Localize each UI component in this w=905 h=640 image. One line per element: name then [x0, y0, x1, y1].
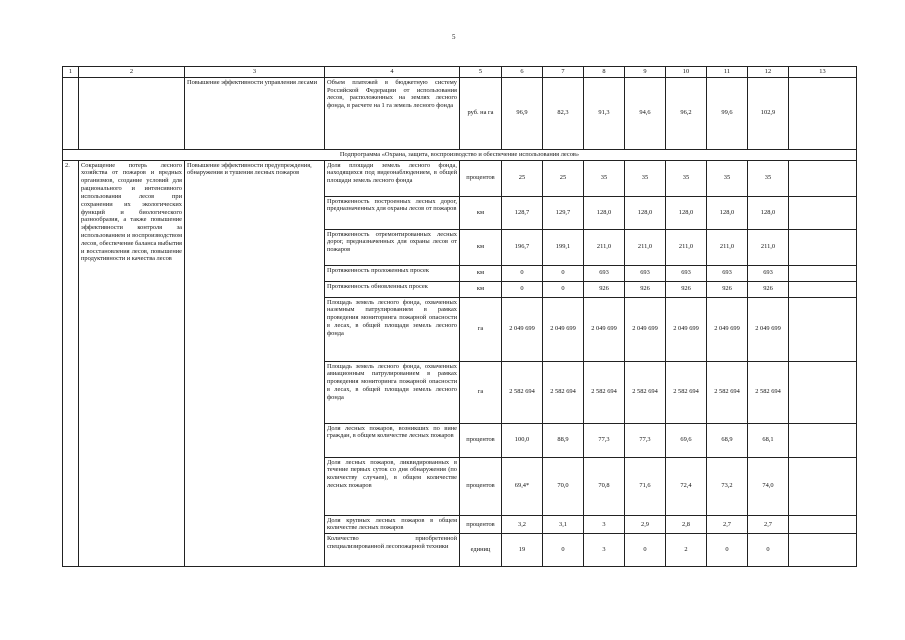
value-cell: 211,0	[584, 229, 625, 265]
value-cell: 196,7	[502, 229, 543, 265]
value-cell: 2 582 694	[707, 361, 748, 423]
value-cell: 0	[502, 265, 543, 281]
value-cell: 2,8	[666, 515, 707, 534]
empty-cell	[63, 77, 79, 149]
value-cell: 2 049 699	[625, 297, 666, 361]
header-cell: 7	[543, 67, 584, 78]
empty-cell	[789, 229, 857, 265]
value-cell: 2 582 694	[625, 361, 666, 423]
row-number: 2.	[63, 160, 79, 567]
empty-cell	[789, 457, 857, 515]
unit-cell: процентов	[460, 160, 502, 196]
value-cell: 0	[543, 281, 584, 297]
goal-cell: Сокращение потерь лесного хозяйства от пожаров и вредных организмов, создание условий для рационального и интенсивного использования лесов при сохранении их экологических функций и биологического разнообразия, а также повышение эффективности контроля за использованием и воспроизводством лесов, обеспечение баланса выбытия и восстановления лесов, повышение продуктивности и качества лесов	[79, 160, 185, 567]
indicator-name: Доля лесных пожаров, ликвидированных в течение первых суток со дня обнаружения (по количеству случаев), в общем количестве лесных пожаров	[325, 457, 460, 515]
subprogram-row	[63, 149, 857, 160]
subprogram-title: Подпрограмма «Охрана, защита, воспроизводство и обеспечение использования лесов»	[63, 149, 857, 160]
value-cell: 70,0	[543, 457, 584, 515]
empty-cell	[789, 160, 857, 196]
value-cell: 71,6	[625, 457, 666, 515]
unit-cell: руб. на га	[460, 77, 502, 149]
value-cell: 211,0	[748, 229, 789, 265]
value-cell: 96,2	[666, 77, 707, 149]
indicator-name: Площадь земель лесного фонда, охваченных наземным патрулированием в рамках проведения мониторинга пожарной опасности в лесах, в общей площади земель лесного фонда	[325, 297, 460, 361]
value-cell: 88,9	[543, 423, 584, 457]
value-cell: 693	[748, 265, 789, 281]
indicator-name: Доля лесных пожаров, возникших по вине граждан, в общем количестве лесных пожаров	[325, 423, 460, 457]
value-cell: 25	[502, 160, 543, 196]
value-cell: 68,9	[707, 423, 748, 457]
value-cell: 77,3	[584, 423, 625, 457]
unit-cell: км	[460, 281, 502, 297]
value-cell: 35	[584, 160, 625, 196]
empty-cell	[789, 281, 857, 297]
value-cell: 0	[748, 534, 789, 567]
header-cell: 4	[325, 67, 460, 78]
value-cell: 94,6	[625, 77, 666, 149]
indicator-row	[63, 160, 857, 196]
value-cell: 2 582 694	[748, 361, 789, 423]
value-cell: 926	[748, 281, 789, 297]
header-cell: 12	[748, 67, 789, 78]
value-cell: 35	[625, 160, 666, 196]
value-cell: 2 049 699	[707, 297, 748, 361]
value-cell: 2 049 699	[584, 297, 625, 361]
page-number: 5	[452, 33, 456, 41]
value-cell: 96,9	[502, 77, 543, 149]
value-cell: 2 582 694	[584, 361, 625, 423]
value-cell: 91,3	[584, 77, 625, 149]
value-cell: 2 049 699	[748, 297, 789, 361]
value-cell: 19	[502, 534, 543, 567]
value-cell: 69,6	[666, 423, 707, 457]
value-cell: 3	[584, 534, 625, 567]
indicator-name: Протяженность отремонтированных лесных дорог, предназначенных для охраны лесов от пожаров	[325, 229, 460, 265]
empty-cell	[789, 297, 857, 361]
header-cell: 1	[63, 67, 79, 78]
empty-cell	[789, 196, 857, 229]
value-cell: 25	[543, 160, 584, 196]
header-cell: 3	[185, 67, 325, 78]
header-row	[63, 67, 857, 78]
first-indicator-row	[63, 77, 857, 149]
value-cell: 128,0	[625, 196, 666, 229]
indicator-name: Объем платежей в бюджетную систему Российской Федерации от использования лесов, расположенных на землях лесного фонда, в расчете на 1 га земель лесного фонда	[325, 77, 460, 149]
value-cell: 211,0	[707, 229, 748, 265]
indicator-name: Доля площади земель лесного фонда, находящихся под видеонаблюдением, в общей площади земель лесного фонда	[325, 160, 460, 196]
value-cell: 3,2	[502, 515, 543, 534]
value-cell: 100,0	[502, 423, 543, 457]
value-cell: 2 582 694	[543, 361, 584, 423]
empty-cell	[789, 77, 857, 149]
value-cell: 128,0	[584, 196, 625, 229]
value-cell: 2,7	[707, 515, 748, 534]
unit-cell: га	[460, 361, 502, 423]
empty-cell	[789, 534, 857, 567]
value-cell: 2,7	[748, 515, 789, 534]
header-cell: 11	[707, 67, 748, 78]
unit-cell: процентов	[460, 423, 502, 457]
indicator-name: Количество приобретенной специализированной лесопожарной техники	[325, 534, 460, 567]
indicators-table	[62, 66, 857, 567]
task-cell: Повышение эффективности управления лесами	[185, 77, 325, 149]
value-cell: 926	[707, 281, 748, 297]
value-cell: 3	[584, 515, 625, 534]
indicator-name: Протяженность проложенных просек	[325, 265, 460, 281]
value-cell: 77,3	[625, 423, 666, 457]
header-cell: 2	[79, 67, 185, 78]
header-cell: 13	[789, 67, 857, 78]
value-cell: 2 049 699	[666, 297, 707, 361]
unit-cell: км	[460, 229, 502, 265]
value-cell: 2 582 694	[502, 361, 543, 423]
empty-cell	[789, 361, 857, 423]
value-cell: 102,9	[748, 77, 789, 149]
indicator-name: Протяженность построенных лесных дорог, предназначенных для охраны лесов от пожаров	[325, 196, 460, 229]
header-cell: 5	[460, 67, 502, 78]
value-cell: 35	[707, 160, 748, 196]
value-cell: 2	[666, 534, 707, 567]
value-cell: 0	[707, 534, 748, 567]
value-cell: 0	[502, 281, 543, 297]
value-cell: 99,6	[707, 77, 748, 149]
value-cell: 129,7	[543, 196, 584, 229]
unit-cell: единиц	[460, 534, 502, 567]
header-cell: 6	[502, 67, 543, 78]
value-cell: 926	[584, 281, 625, 297]
value-cell: 199,1	[543, 229, 584, 265]
value-cell: 82,3	[543, 77, 584, 149]
value-cell: 73,2	[707, 457, 748, 515]
value-cell: 2 049 699	[502, 297, 543, 361]
value-cell: 0	[543, 534, 584, 567]
empty-cell	[79, 77, 185, 149]
value-cell: 128,0	[666, 196, 707, 229]
value-cell: 128,0	[707, 196, 748, 229]
header-cell: 10	[666, 67, 707, 78]
task-cell: Повышение эффективности предупреждения, обнаружения и тушения лесных пожаров	[185, 160, 325, 567]
empty-cell	[789, 423, 857, 457]
value-cell: 74,0	[748, 457, 789, 515]
value-cell: 693	[666, 265, 707, 281]
unit-cell: км	[460, 265, 502, 281]
value-cell: 72,4	[666, 457, 707, 515]
value-cell: 926	[666, 281, 707, 297]
unit-cell: процентов	[460, 515, 502, 534]
value-cell: 211,0	[666, 229, 707, 265]
value-cell: 693	[625, 265, 666, 281]
value-cell: 35	[748, 160, 789, 196]
header-cell: 9	[625, 67, 666, 78]
value-cell: 693	[584, 265, 625, 281]
unit-cell: га	[460, 297, 502, 361]
empty-cell	[789, 515, 857, 534]
header-cell: 8	[584, 67, 625, 78]
value-cell: 0	[543, 265, 584, 281]
value-cell: 35	[666, 160, 707, 196]
indicator-name: Протяженность обновленных просек	[325, 281, 460, 297]
value-cell: 128,0	[748, 196, 789, 229]
value-cell: 693	[707, 265, 748, 281]
value-cell: 68,1	[748, 423, 789, 457]
empty-cell	[789, 265, 857, 281]
value-cell: 2,9	[625, 515, 666, 534]
unit-cell: км	[460, 196, 502, 229]
value-cell: 2 049 699	[543, 297, 584, 361]
value-cell: 0	[625, 534, 666, 567]
indicator-name: Площадь земель лесного фонда, охваченных авиационным патрулированием в рамках проведения мониторинга пожарной опасности в лесах, в общей площади земель лесного фонда	[325, 361, 460, 423]
value-cell: 3,1	[543, 515, 584, 534]
value-cell: 211,0	[625, 229, 666, 265]
unit-cell: процентов	[460, 457, 502, 515]
value-cell: 70,8	[584, 457, 625, 515]
value-cell: 2 582 694	[666, 361, 707, 423]
value-cell: 69,4*	[502, 457, 543, 515]
value-cell: 926	[625, 281, 666, 297]
indicator-name: Доля крупных лесных пожаров в общем количестве лесных пожаров	[325, 515, 460, 534]
value-cell: 128,7	[502, 196, 543, 229]
